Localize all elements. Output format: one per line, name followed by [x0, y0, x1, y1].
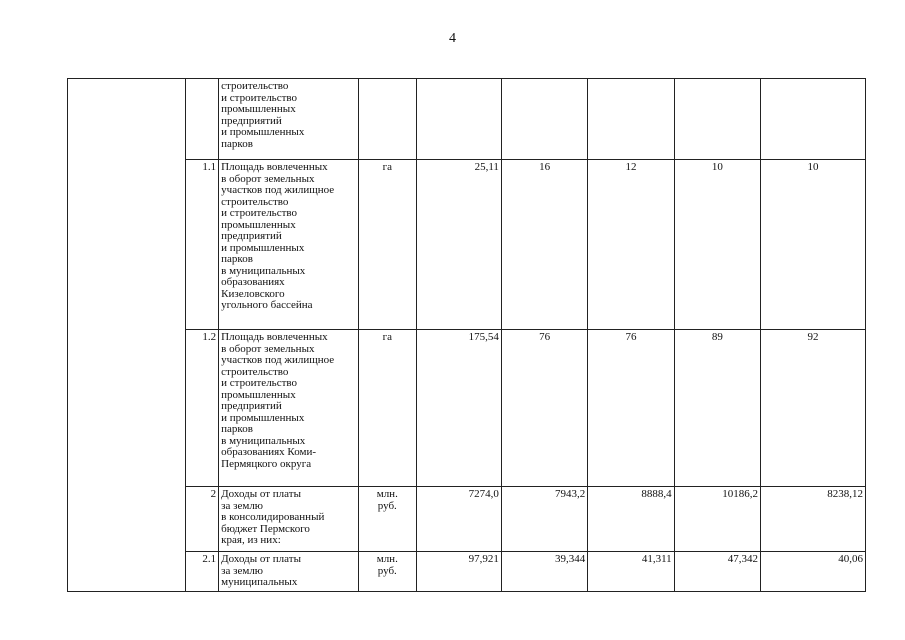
indicator-name-cell: строительство и строительство промышленных предприятий и промышленных парков	[219, 79, 359, 160]
row-number-cell	[186, 79, 219, 160]
value-cell: 92	[761, 330, 866, 487]
value-cell	[588, 79, 674, 160]
value-cell: 175,54	[416, 330, 501, 487]
value-cell: 40,06	[761, 552, 866, 592]
unit-cell: га	[359, 160, 417, 330]
row-number-cell: 1.1	[186, 160, 219, 330]
value-cell: 16	[501, 160, 587, 330]
value-cell: 89	[674, 330, 760, 487]
unit-cell: млн. руб.	[359, 487, 417, 552]
value-cell	[501, 79, 587, 160]
value-cell: 76	[501, 330, 587, 487]
row-number-cell: 1.2	[186, 330, 219, 487]
page-number: 4	[449, 31, 456, 46]
indicator-name-cell: Площадь вовлеченных в оборот земельных участков под жилищное строительство и строительство промышленных предприятий и промышленных парков в муниципальных образованиях Кизеловского угольного бассейна	[219, 160, 359, 330]
unit-cell: млн. руб.	[359, 552, 417, 592]
table-row	[68, 79, 866, 160]
value-cell	[416, 79, 501, 160]
value-cell: 7943,2	[501, 487, 587, 552]
value-cell: 12	[588, 160, 674, 330]
unit-cell: га	[359, 330, 417, 487]
value-cell: 41,311	[588, 552, 674, 592]
value-cell: 97,921	[416, 552, 501, 592]
value-cell: 39,344	[501, 552, 587, 592]
value-cell	[761, 79, 866, 160]
value-cell: 10	[761, 160, 866, 330]
unit-cell	[359, 79, 417, 160]
row-number-cell: 2.1	[186, 552, 219, 592]
value-cell: 8888,4	[588, 487, 674, 552]
indicator-name-cell: Доходы от платы за землю в консолидированный бюджет Пермского края, из них:	[219, 487, 359, 552]
table-row	[68, 160, 866, 330]
value-cell: 7274,0	[416, 487, 501, 552]
row-number-cell: 2	[186, 487, 219, 552]
empty-first-column-cell	[68, 79, 186, 592]
indicator-name-cell: Площадь вовлеченных в оборот земельных участков под жилищное строительство и строительство промышленных предприятий и промышленных парков в муниципальных образованиях Коми- Пермяцкого округа	[219, 330, 359, 487]
value-cell: 76	[588, 330, 674, 487]
table-row	[68, 330, 866, 487]
value-cell: 10186,2	[674, 487, 760, 552]
value-cell: 8238,12	[761, 487, 866, 552]
table-row	[68, 552, 866, 592]
value-cell: 47,342	[674, 552, 760, 592]
table-row	[68, 487, 866, 552]
indicator-table	[67, 78, 866, 592]
value-cell: 10	[674, 160, 760, 330]
indicator-name-cell: Доходы от платы за землю муниципальных	[219, 552, 359, 592]
value-cell: 25,11	[416, 160, 501, 330]
value-cell	[674, 79, 760, 160]
